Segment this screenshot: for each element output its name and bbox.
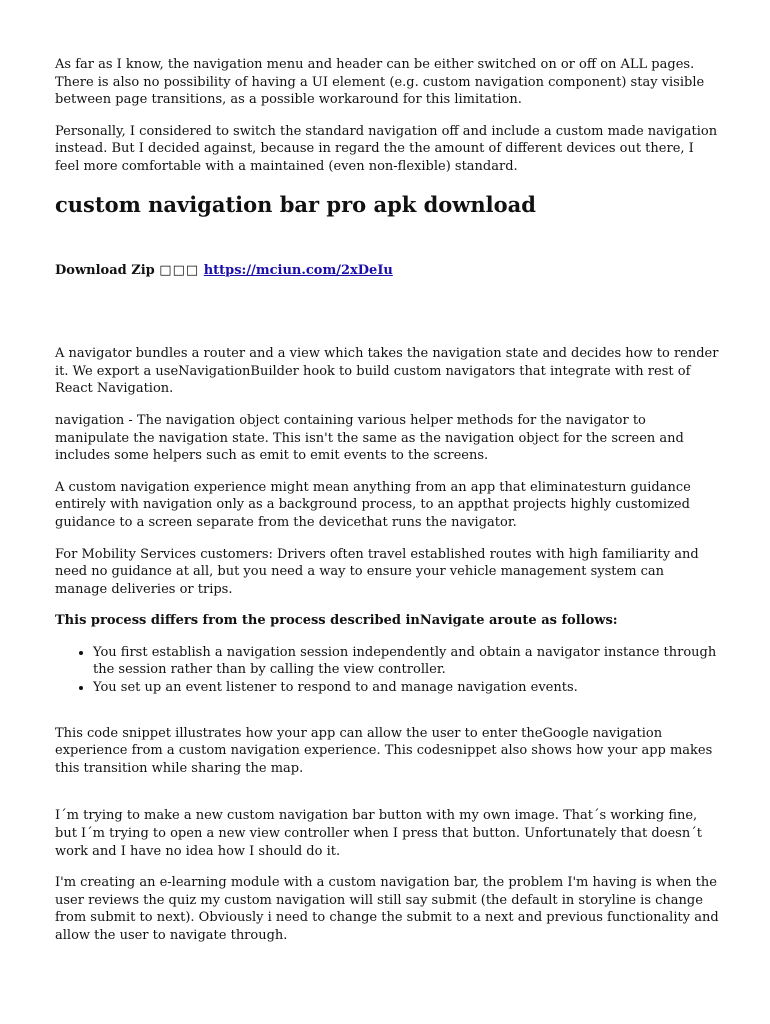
paragraph-code-snippet: This code snippet illustrates how your app can allow the user to enter theGoogle navigation experience from a custom navigation experience. This codesnippet also shows how your app makes this transition while sharing the map. — [55, 725, 713, 776]
download-line — [55, 262, 720, 280]
download-glyphs: □□□ — [159, 262, 200, 278]
page-title: custom navigation bar pro apk download — [55, 191, 536, 217]
paragraph-button-question: I´m trying to make a new custom navigation bar button with my own image. That´s working fine, but I´m trying to open a new view controller when I press that button. Unfortunately that doesn´t work and I have no idea how I should do it. — [55, 808, 702, 859]
paragraph-custom-experience: A custom navigation experience might mean anything from an app that eliminatesturn guidance entirely with navigation only as a background process, to an appthat projects highly customized guidance to a screen separate from the devicethat runs the navigator. — [55, 479, 691, 530]
list-item: • You set up an event listener to respond to and manage navigation events. — [93, 679, 720, 697]
download-label: Download Zip — [55, 262, 155, 278]
paragraph-opinion: Personally, I considered to switch the standard navigation off and include a custom made navigation instead. But I decided against, because in regard the the amount of different devices out there, I feel more comfortable with a maintained (even non-flexible) standard. — [55, 123, 718, 174]
list-item: • You first establish a navigation session independently and obtain a navigator instance through the session rather than by calling the view controller. — [93, 644, 720, 679]
paragraph-intro: As far as I know, the navigation menu and header can be either switched on or off on ALL pages. There is also no possibility of having a UI element (e.g. custom navigation component) stay visible between page transitions, as a possible workaround for this limitation. — [55, 57, 705, 108]
paragraph-elearning: I'm creating an e-learning module with a custom navigation bar, the problem I'm having is when the user reviews the quiz my custom navigation will still say submit (the default in storyline is change from submit to next). Obviously i need to change the submit to a next and previous functionality and allow the user to navigate through. — [55, 875, 719, 943]
paragraph-navigation-object: navigation - The navigation object containing various helper methods for the navigator to manipulate the navigation state. This isn't the same as the navigation object for the screen and includes some helpers such as emit to emit events to the screens. — [55, 412, 684, 464]
paragraph-navigator: A navigator bundles a router and a view which takes the navigation state and decides how to render it. We export a useNavigationBuilder hook to build custom navigators that integrate with rest of React Navigation. — [55, 346, 719, 397]
document-page — [55, 56, 720, 959]
process-list — [55, 644, 720, 697]
download-link[interactable]: https://mciun.com/2xDeIu — [203, 262, 393, 278]
process-heading — [55, 612, 720, 630]
process-heading-text: This process differs from the process described inNavigate aroute as follows: — [55, 613, 618, 629]
paragraph-mobility: For Mobility Services customers: Drivers often travel established routes with high familiarity and need no guidance at all, but you need a way to ensure your vehicle management system can manage deliveries or trips. — [55, 546, 699, 597]
